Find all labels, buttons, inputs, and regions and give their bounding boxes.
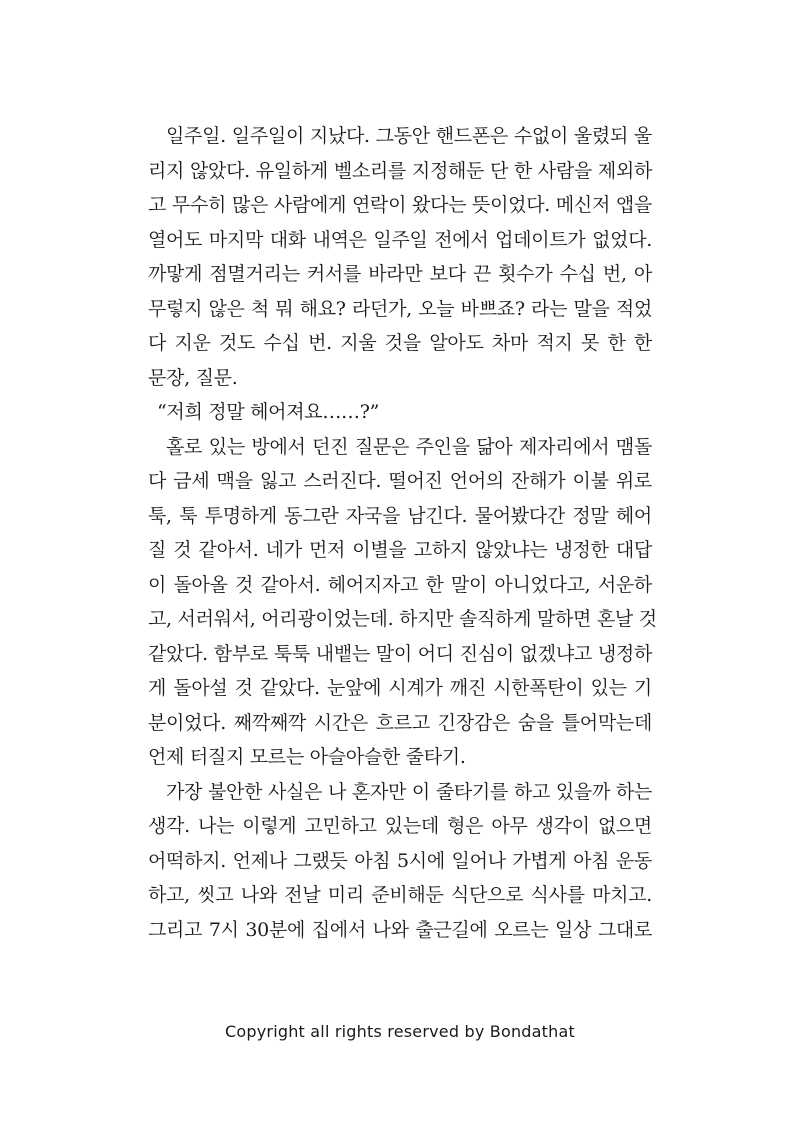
text-line: 이 돌아올 것 같아서. 헤어지자고 한 말이 아니었다고, 서운하 [148, 573, 652, 596]
body-text [148, 119, 657, 947]
text-line: 그리고 7시 30분에 집에서 나와 출근길에 오르는 일상 그대로 [148, 918, 652, 941]
text-line: 같았다. 함부로 툭툭 내뱉는 말이 어디 진심이 없겠냐고 냉정하 [148, 642, 652, 665]
text-line: 언제 터질지 모르는 아슬아슬한 줄타기. [148, 746, 466, 768]
text-line: 다 지운 것도 수십 번. 지울 것을 알아도 차마 적지 못 한 한 [148, 332, 652, 354]
text-line: 어떡하지. 언제나 그랬듯 아침 5시에 일어나 가볍게 아침 운동 [148, 849, 652, 872]
text-line: 고, 서러워서, 어리광이었는데. 하지만 솔직하게 말하면 혼날 것 [148, 608, 657, 630]
text-line: 가장 불안한 사실은 나 혼자만 이 줄타기를 하고 있을까 하는 [166, 780, 652, 803]
text-line: 게 돌아설 것 같았다. 눈앞에 시계가 깨진 시한폭탄이 있는 기 [148, 677, 652, 699]
text-line: 까맣게 점멸거리는 커서를 바라만 보다 끈 횟수가 수십 번, 아 [148, 263, 652, 285]
text-line: 홀로 있는 방에서 던진 질문은 주인을 닮아 제자리에서 맴돌 [166, 435, 652, 458]
text-line: 일주일. 일주일이 지났다. 그동안 핸드폰은 수없이 울렸되 울 [166, 125, 652, 147]
text-line: 질 것 같아서. 네가 먼저 이별을 고하지 않았냐는 냉정한 대답 [148, 539, 652, 561]
text-line: 생각. 나는 이렇게 고민하고 있는데 형은 아무 생각이 없으면 [148, 815, 652, 837]
copyright-footer: Copyright all rights reserved by Bondathat [225, 1022, 575, 1041]
text-line: 다 금세 맥을 잃고 스러진다. 떨어진 언어의 잔해가 이불 위로 [148, 470, 652, 492]
text-line: 리지 않았다. 유일하게 벨소리를 지정해둔 단 한 사람을 제외하 [148, 159, 652, 182]
text-line: 열어도 마지막 대화 내역은 일주일 전에서 업데이트가 없었다. [148, 228, 652, 251]
text-line: 하고, 씻고 나와 전날 미리 준비해둔 식단으로 식사를 마치고. [148, 884, 652, 906]
text-line: 툭, 툭 투명하게 동그란 자국을 남긴다. 물어봤다간 정말 헤어 [148, 504, 652, 527]
text-line: 분이었다. 째깍째깍 시간은 흐르고 긴장감은 숨을 틀어막는데 [148, 711, 652, 734]
text-line: 문장, 질문. [148, 366, 238, 389]
text-line: 무렇지 않은 척 뭐 해요? 라던가, 오늘 바쁘죠? 라는 말을 적었 [148, 297, 652, 320]
text-line: 고 무수히 많은 사람에게 연락이 왔다는 뜻이었다. 메신저 앱을 [148, 194, 652, 216]
text-line: “저희 정말 헤어져요……?” [157, 401, 380, 423]
